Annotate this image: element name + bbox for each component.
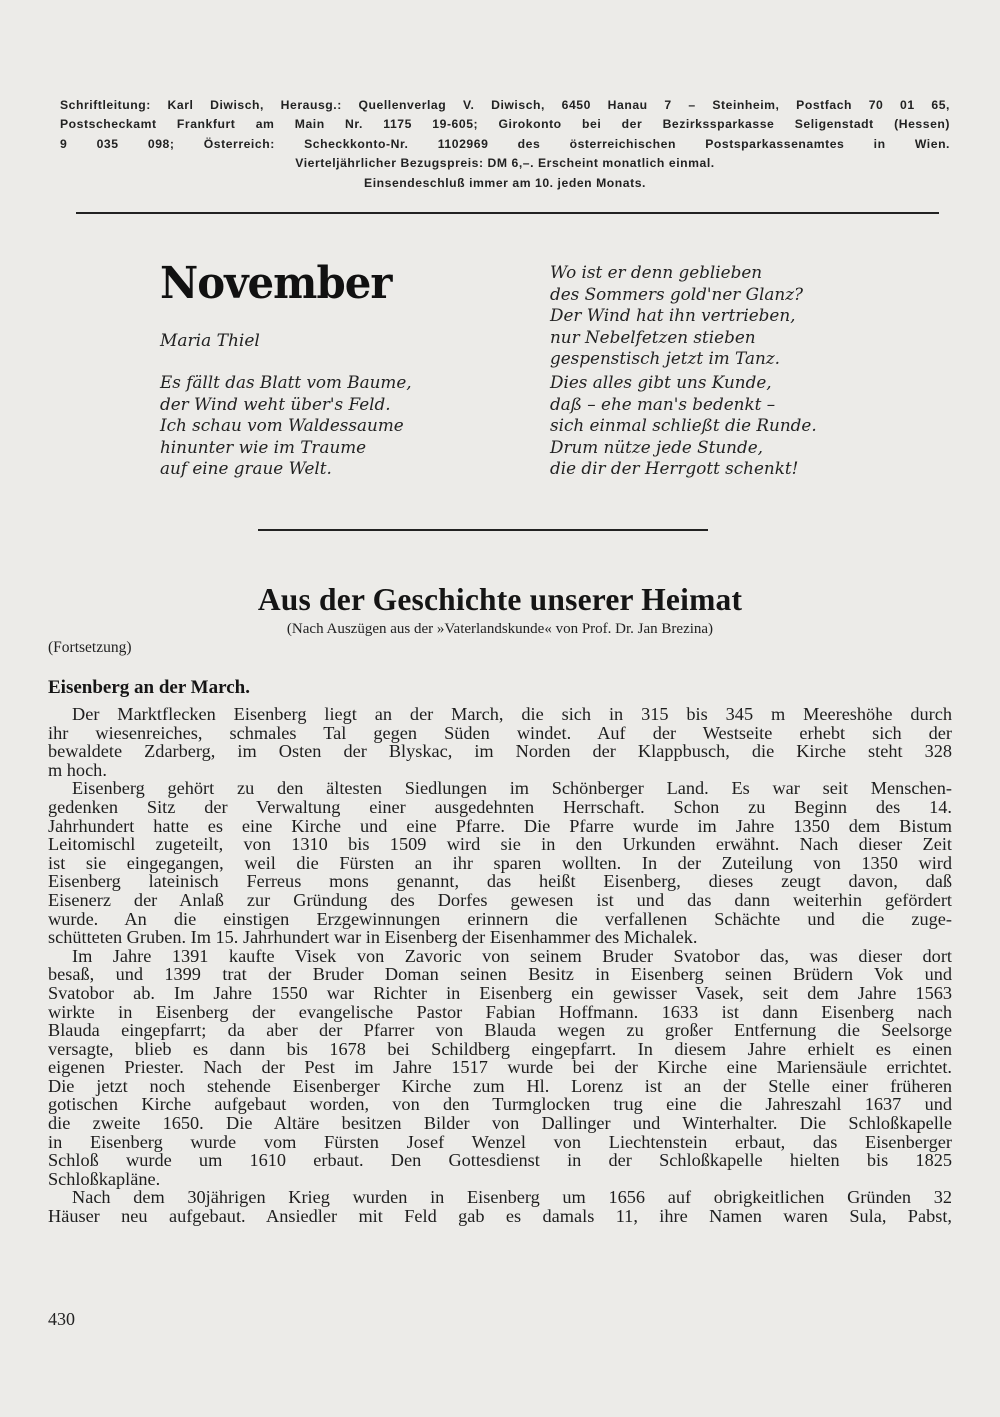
poem-line: gespenstisch jetzt im Tanz. [550, 348, 780, 368]
poem-line: daß – ehe man's bedenkt – [550, 393, 776, 414]
poem-title: November [160, 258, 392, 309]
poem-line: sich einmal schließt die Runde. [550, 415, 817, 435]
poem-line: Der Wind hat ihn vertrieben, [550, 305, 796, 325]
body-line: Häuser neu aufgebaut. Ansiedler mit Feld gab es damals 11, ihre Namen waren Sula, Pabst, [48, 1206, 952, 1227]
poem-line: die dir der Herrgott schenkt! [550, 458, 799, 478]
body-line: Nach dem 30jährigen Krieg wurden in Eisenberg um 1656 auf obrigkeitlichen Gründen 32 [72, 1187, 952, 1208]
poem-line: Drum nütze jede Stunde, [550, 436, 764, 457]
body-line: bewaldete Zdarberg, im Osten der Blyskac, im Norden der Klappbusch, die Kirche steht 328 [48, 741, 952, 762]
body-line: Eisenberg lateinisch Ferreus mons genannt, das heißt Eisenberg, dieses zeugt davon, daß [48, 871, 952, 892]
masthead-divider [76, 212, 939, 214]
body-line: schütteten Gruben. Im 15. Jahrhundert war in Eisenberg der Eisenhammer des Michalek. [48, 927, 698, 948]
poem-line: Ich schau vom Waldessaume [160, 415, 404, 435]
article-subtitle: (Nach Auszügen aus der »Vaterlandskunde« von Prof. Dr. Jan Brezina) [286, 621, 714, 637]
body-line: Leitomischl zugeteilt, von 1310 bis 1509 wird sie in den Urkunden erwähnt. Nach dieser Zeit [48, 834, 952, 855]
masthead-imprint [60, 96, 950, 193]
poem-author: Maria Thiel [160, 331, 260, 351]
masthead-line: Postscheckamt Frankfurt am Main Nr. 1175 19-605; Girokonto bei der Bezirkssparkasse Seligenstadt (Hessen) [60, 117, 950, 132]
body-line: die zweite 1650. Die Altäre besitzen Bilder von Dallinger und Winterhalter. Die Schloßkapelle [48, 1113, 952, 1134]
body-line: Svatobor ab. Im Jahre 1550 war Richter in Eisenberg ein gewisser Vasek, seit dem Jahre 1563 [48, 982, 952, 1003]
body-line: Der Marktflecken Eisenberg liegt an der March, die sich in 315 bis 345 m Meereshöhe durch [72, 704, 952, 724]
body-line: ihr wiesenreiches, schmales Tal gegen Süden windet. Auf der Westseite erhebt sich der [48, 722, 952, 743]
body-line: Eisenberg gehört zu den ältesten Siedlungen im Schönberger Land. Es war seit Menschen- [72, 778, 952, 799]
poem-line: des Sommers gold'ner Glanz? [550, 283, 804, 304]
page-number: 430 [48, 1309, 75, 1329]
poem-line: der Wind weht über's Feld. [160, 393, 391, 414]
article-title: Aus der Geschichte unserer Heimat [257, 582, 743, 617]
body-line: versagte, blieb es dann bis 1678 bei Schildberg eingepfarrt. In diesem Jahre erhielt es einen [48, 1038, 952, 1059]
poem-line: nur Nebelfetzen stieben [550, 326, 756, 347]
body-line: eigenen Priester. Nach der Pest im Jahre 1517 wurde bei der Kirche eine Mariensäule errichtet. [48, 1057, 952, 1078]
section-heading: Eisenberg an der March. [48, 677, 250, 698]
body-line: wurde. An die einstigen Erzgewinnungen erinnern die verfallenen Schächte und die zuge- [48, 908, 952, 929]
body-line: Die jetzt noch stehende Eisenberger Kirche zum Hl. Lorenz ist an der Stelle einer früheren [48, 1075, 952, 1096]
body-line: wirkte in Eisenberg der evangelische Pastor Fabian Hoffmann. 1633 ist dann Eisenberg nach [48, 1001, 952, 1022]
poem-line: auf eine graue Welt. [160, 458, 332, 478]
body-line: Im Jahre 1391 kaufte Visek von Zavoric von seinem Bruder Svatobor das, was dieser dort [72, 945, 952, 966]
masthead-line: Einsendeschluß immer am 10. jeden Monats. [364, 175, 646, 190]
poem-stanza-2 [550, 262, 803, 370]
section-divider [258, 529, 708, 531]
body-line: Schloßkapläne. [48, 1168, 161, 1189]
body-line: gotischen Kirche aufgebaut worden, von den Turmglocken trug eine die Jahreszahl 1637 und [48, 1094, 952, 1115]
poem-line: Wo ist er denn geblieben [550, 262, 763, 282]
poem-line: Dies alles gibt uns Kunde, [550, 372, 772, 392]
masthead-line: 9 035 098; Österreich: Scheckkonto-Nr. 1102969 des österreichischen Postsparkassenamtes in Wien. [60, 136, 950, 151]
poem-stanza-1 [160, 372, 412, 480]
body-line: besaß, und 1399 trat der Bruder Doman seinen Besitz in Eisenberg seinen Brüdern Vok und [48, 964, 952, 985]
poem-line: Es fällt das Blatt vom Baume, [160, 372, 412, 392]
body-line: gedenken Sitz der Verwaltung einer ausgedehnten Herrschaft. Schon zu Beginn des 14. [48, 796, 952, 817]
body-line: m hoch. [48, 759, 107, 780]
poem-stanza-3 [550, 372, 817, 480]
body-line: Jahrhundert hatte es eine Kirche und eine Pfarre. Die Pfarre wurde im Jahre 1350 dem Bistum [48, 815, 952, 836]
continuation-note: (Fortsetzung) [48, 639, 132, 656]
article-body [48, 705, 952, 1226]
masthead-line: Schriftleitung: Karl Diwisch, Herausg.: Quellenverlag V. Diwisch, 6450 Hanau 7 – Steinheim, Postfach 70 01 65, [60, 98, 950, 112]
body-line: Eisenerz der Anlaß zur Gründung des Dorfes gewesen ist und das dann weiterhin gefördert [48, 889, 952, 910]
body-line: Blauda eingepfarrt; da aber der Pfarrer von Blauda wegen zu großer Entfernung die Seelsorge [48, 1020, 952, 1041]
poem-line: hinunter wie im Traume [160, 436, 367, 457]
body-line: ist sie eingegangen, weil die Fürsten an ihr sparen wollten. In der Zuteilung von 1350 wird [48, 852, 952, 873]
body-line: Schloß wurde um 1610 erbaut. Den Gottesdienst in der Schloßkapelle hielten bis 1825 [48, 1150, 952, 1171]
masthead-line: Vierteljährlicher Bezugspreis: DM 6,–. Erscheint monatlich einmal. [295, 156, 715, 171]
body-line: in Eisenberg wurde vom Fürsten Josef Wenzel von Liechtenstein erbaut, das Eisenberger [48, 1131, 952, 1152]
